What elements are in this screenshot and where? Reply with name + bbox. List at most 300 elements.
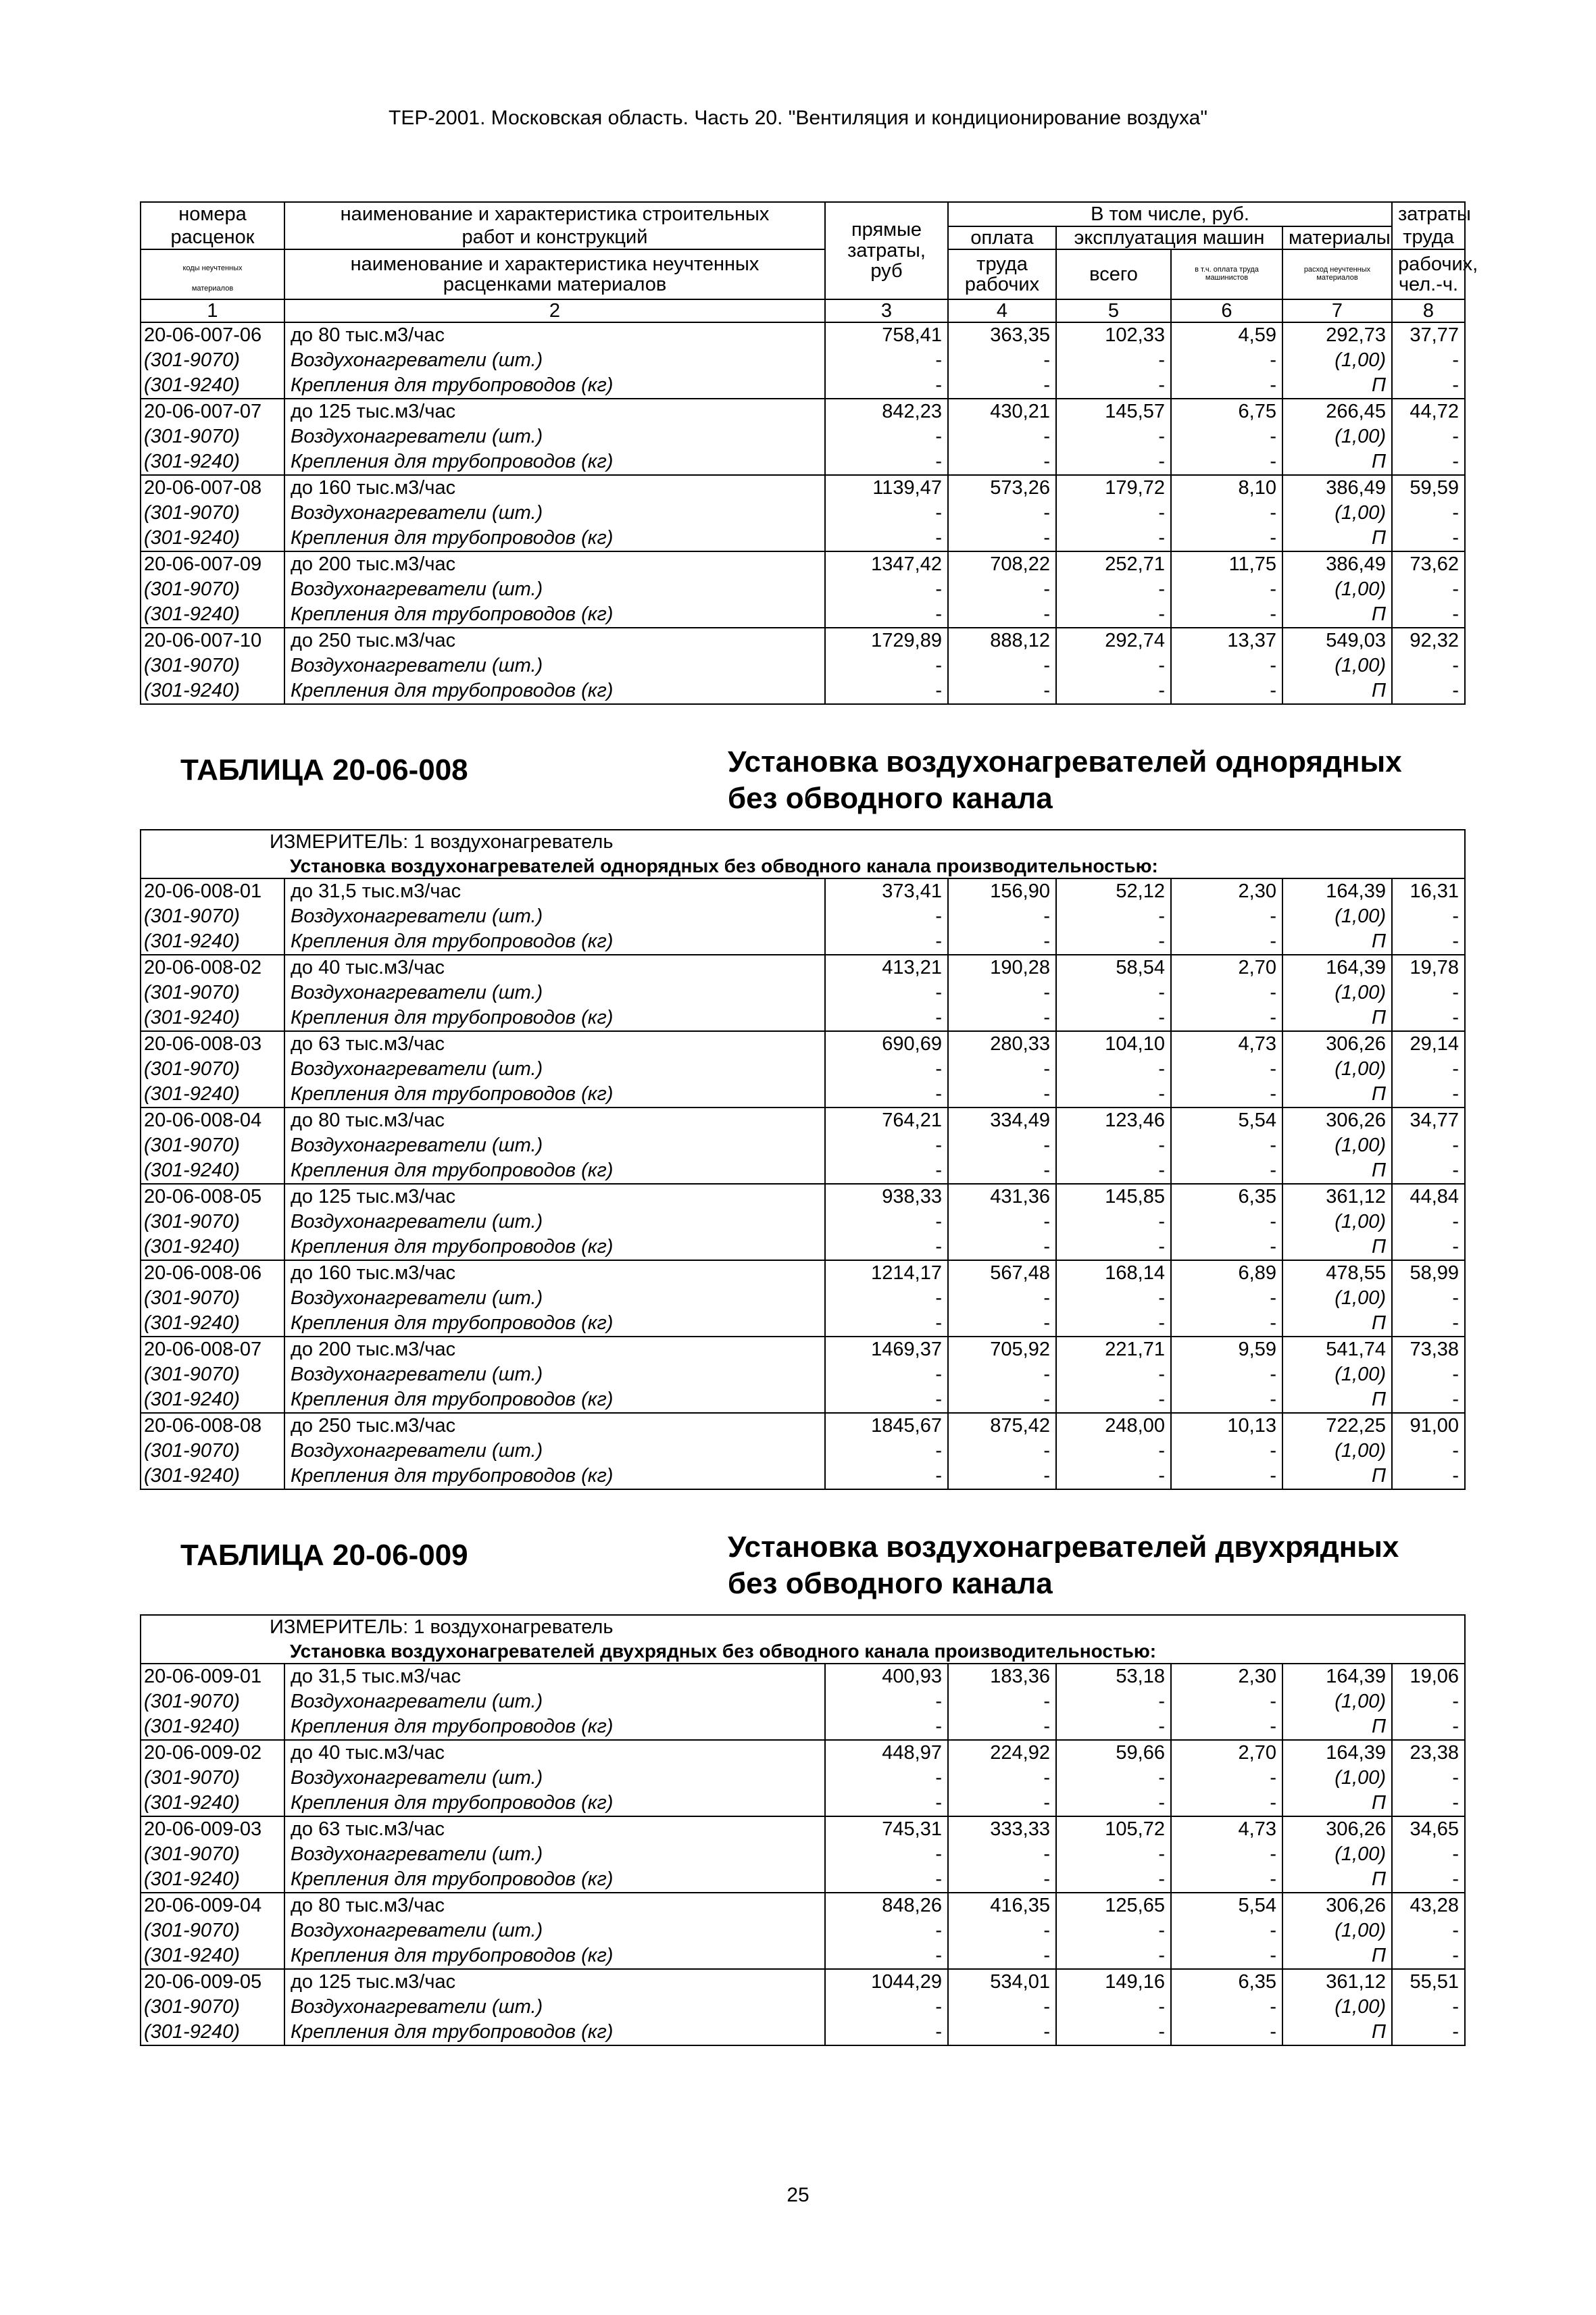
rate-code: 20-06-009-03	[144, 1818, 262, 1840]
machine-labor-cost: 2,30	[1171, 878, 1282, 904]
direct-cost: 745,31	[825, 1816, 948, 1842]
dash-cell: -	[1171, 1464, 1282, 1489]
dash-cell: -	[948, 1235, 1056, 1260]
table-row	[141, 1740, 1465, 1766]
material-qty: (1,00)	[1282, 1766, 1392, 1791]
material-row	[141, 1766, 1465, 1791]
direct-cost: 400,93	[825, 1664, 948, 1689]
material-code: (301-9240)	[144, 1868, 240, 1890]
dash-cell: -	[1056, 1057, 1171, 1082]
direct-cost: 690,69	[825, 1031, 948, 1057]
material-name: Воздухонагреватели (шт.)	[284, 1689, 825, 1714]
dash-cell: -	[1392, 678, 1465, 704]
material-row	[141, 678, 1465, 704]
column-number-row	[141, 299, 1465, 322]
machine-labor-cost: 2,30	[1171, 1664, 1282, 1689]
labor-hours: 19,06	[1392, 1664, 1465, 1689]
dash-cell: -	[1392, 653, 1465, 678]
rate-name: до 200 тыс.м3/час	[284, 1337, 825, 1362]
material-code: (301-9070)	[144, 982, 240, 1003]
material-name: Воздухонагреватели (шт.)	[284, 904, 825, 929]
material-row	[141, 373, 1465, 399]
labor-cost: 363,35	[948, 322, 1056, 348]
material-row	[141, 1918, 1465, 1943]
material-name: Крепления для трубопроводов (кг)	[284, 1235, 825, 1260]
dash-cell: -	[948, 602, 1056, 628]
dash-cell: -	[1056, 653, 1171, 678]
dash-cell: -	[1392, 980, 1465, 1005]
table-code: ТАБЛИЦА 20-06-009	[180, 1539, 468, 1572]
dash-cell: -	[825, 1235, 948, 1260]
machine-cost: 292,74	[1056, 628, 1171, 653]
dash-cell: -	[948, 2020, 1056, 2045]
rate-code: 20-06-008-08	[144, 1415, 262, 1437]
rate-name: до 160 тыс.м3/час	[284, 475, 825, 501]
dash-cell: -	[1392, 904, 1465, 929]
labor-cost: 567,48	[948, 1260, 1056, 1286]
material-name: Крепления для трубопроводов (кг)	[284, 373, 825, 399]
rate-code: 20-06-009-02	[144, 1742, 262, 1764]
material-qty: П	[1282, 1082, 1392, 1107]
dash-cell: -	[1056, 348, 1171, 373]
machine-cost: 179,72	[1056, 475, 1171, 501]
machine-labor-cost: 6,35	[1171, 1184, 1282, 1210]
dash-cell: -	[825, 1005, 948, 1031]
col-header-material-name: наименование и характеристика неучтенных расценками материалов	[284, 249, 825, 299]
materials-cost: 361,12	[1282, 1969, 1392, 1995]
labor-cost: 333,33	[948, 1816, 1056, 1842]
rate-code: 20-06-008-01	[144, 880, 262, 902]
dash-cell: -	[1056, 1235, 1171, 1260]
column-number: 1	[207, 299, 218, 322]
machine-cost: 145,85	[1056, 1184, 1171, 1210]
dash-cell: -	[1056, 1766, 1171, 1791]
material-code: (301-9240)	[144, 680, 240, 701]
dash-cell: -	[1392, 1210, 1465, 1235]
rate-code: 20-06-008-07	[144, 1339, 262, 1360]
dash-cell: -	[1171, 1210, 1282, 1235]
dash-cell: -	[1056, 424, 1171, 449]
material-code: (301-9240)	[144, 1236, 240, 1258]
materials-cost: 164,39	[1282, 1664, 1392, 1689]
labor-cost: 705,92	[948, 1337, 1056, 1362]
material-name: Воздухонагреватели (шт.)	[284, 1766, 825, 1791]
labor-hours: 73,62	[1392, 551, 1465, 577]
direct-cost: 373,41	[825, 878, 948, 904]
dash-cell: -	[948, 373, 1056, 399]
material-row	[141, 1133, 1465, 1158]
direct-cost: 448,97	[825, 1740, 948, 1766]
labor-hours: 16,31	[1392, 878, 1465, 904]
materials-cost: 292,73	[1282, 322, 1392, 348]
material-code: (301-9240)	[144, 1160, 240, 1181]
dash-cell: -	[825, 1689, 948, 1714]
materials-cost: 164,39	[1282, 1740, 1392, 1766]
material-qty: П	[1282, 1867, 1392, 1893]
direct-cost: 1729,89	[825, 628, 948, 653]
col-header-hours-1: затраты	[1392, 202, 1465, 226]
dash-cell: -	[1392, 577, 1465, 602]
dash-cell: -	[1392, 1439, 1465, 1464]
material-qty: П	[1282, 678, 1392, 704]
labor-cost: 280,33	[948, 1031, 1056, 1057]
col-header-total: всего	[1056, 249, 1171, 299]
material-row	[141, 1210, 1465, 1235]
material-code: (301-9070)	[144, 502, 240, 524]
dash-cell: -	[825, 1867, 948, 1893]
dash-cell: -	[1056, 1689, 1171, 1714]
rate-name: до 125 тыс.м3/час	[284, 1184, 825, 1210]
table-row	[141, 475, 1465, 501]
dash-cell: -	[1171, 653, 1282, 678]
rate-code: 20-06-008-02	[144, 957, 262, 978]
dash-cell: -	[1056, 980, 1171, 1005]
direct-cost: 1214,17	[825, 1260, 948, 1286]
dash-cell: -	[1392, 1005, 1465, 1031]
dash-cell: -	[825, 1133, 948, 1158]
rate-code: 20-06-007-06	[144, 324, 262, 346]
machine-labor-cost: 9,59	[1171, 1337, 1282, 1362]
dash-cell: -	[948, 1464, 1056, 1489]
dash-cell: -	[1171, 501, 1282, 526]
dash-cell: -	[825, 1286, 948, 1311]
table-title: Установка воздухонагревателей однорядных без обводного канала	[728, 745, 1402, 815]
dash-cell: -	[1171, 929, 1282, 955]
labor-hours: 92,32	[1392, 628, 1465, 653]
col-header-name: наименование и характеристика строительных	[284, 202, 825, 226]
material-qty: П	[1282, 1311, 1392, 1337]
dash-cell: -	[1056, 449, 1171, 475]
dash-cell: -	[1171, 1918, 1282, 1943]
material-row	[141, 1714, 1465, 1740]
material-code: (301-9240)	[144, 603, 240, 625]
dash-cell: -	[1056, 1464, 1171, 1489]
rate-code: 20-06-007-08	[144, 477, 262, 499]
material-code: (301-9240)	[144, 930, 240, 952]
dash-cell: -	[1171, 980, 1282, 1005]
machine-labor-cost: 5,54	[1171, 1107, 1282, 1133]
dash-cell: -	[1171, 1995, 1282, 2020]
dash-cell: -	[948, 501, 1056, 526]
dash-cell: -	[1171, 526, 1282, 551]
rates-table008	[140, 829, 1466, 1490]
dash-cell: -	[948, 577, 1056, 602]
material-name: Воздухонагреватели (шт.)	[284, 1918, 825, 1943]
dash-cell: -	[948, 653, 1056, 678]
material-name: Воздухонагреватели (шт.)	[284, 1133, 825, 1158]
material-row	[141, 1387, 1465, 1413]
dash-cell: -	[1056, 1714, 1171, 1740]
material-row	[141, 526, 1465, 551]
dash-cell: -	[1056, 501, 1171, 526]
rate-name: до 125 тыс.м3/час	[284, 399, 825, 424]
dash-cell: -	[948, 1918, 1056, 1943]
machine-cost: 125,65	[1056, 1893, 1171, 1918]
table-row	[141, 1184, 1465, 1210]
dash-cell: -	[1392, 1791, 1465, 1816]
dash-cell: -	[1171, 577, 1282, 602]
dash-cell: -	[825, 980, 948, 1005]
rate-name: до 125 тыс.м3/час	[284, 1969, 825, 1995]
materials-cost: 722,25	[1282, 1413, 1392, 1439]
machine-cost: 59,66	[1056, 1740, 1171, 1766]
dash-cell: -	[1056, 1158, 1171, 1184]
dash-cell: -	[1392, 1766, 1465, 1791]
col-header-machines: эксплуатация машин	[1056, 226, 1282, 249]
dash-cell: -	[948, 1057, 1056, 1082]
material-row	[141, 424, 1465, 449]
rate-name: до 160 тыс.м3/час	[284, 1260, 825, 1286]
materials-cost: 361,12	[1282, 1184, 1392, 1210]
dash-cell: -	[825, 653, 948, 678]
machine-labor-cost: 4,73	[1171, 1031, 1282, 1057]
material-row	[141, 2020, 1465, 2045]
rate-code: 20-06-008-06	[144, 1262, 262, 1284]
material-row	[141, 1082, 1465, 1107]
dash-cell: -	[1171, 1082, 1282, 1107]
material-code: (301-9070)	[144, 655, 240, 676]
dash-cell: -	[1171, 1766, 1282, 1791]
material-qty: П	[1282, 449, 1392, 475]
dash-cell: -	[1392, 1387, 1465, 1413]
column-number: 5	[1056, 299, 1171, 322]
condition-label: Установка воздухонагревателей двухрядных без обводного канала производительностью:	[290, 1640, 1157, 1662]
dash-cell: -	[1171, 1286, 1282, 1311]
page-number: 25	[787, 2184, 809, 2206]
dash-cell: -	[1392, 1464, 1465, 1489]
material-row	[141, 1311, 1465, 1337]
material-name: Крепления для трубопроводов (кг)	[284, 929, 825, 955]
labor-cost: 190,28	[948, 955, 1056, 980]
material-code: (301-9240)	[144, 2021, 240, 2043]
col-header-materials: материалы	[1282, 226, 1392, 249]
dash-cell: -	[825, 1714, 948, 1740]
dash-cell: -	[825, 373, 948, 399]
material-code: (301-9070)	[144, 905, 240, 927]
material-code: (301-9070)	[144, 1996, 240, 2018]
material-qty: П	[1282, 2020, 1392, 2045]
col-header-group: В том числе, руб.	[948, 202, 1392, 226]
dash-cell: -	[825, 1311, 948, 1337]
material-qty: (1,00)	[1282, 1210, 1392, 1235]
table-row	[141, 1664, 1465, 1689]
material-row	[141, 1362, 1465, 1387]
material-name: Крепления для трубопроводов (кг)	[284, 2020, 825, 2045]
labor-hours: 34,77	[1392, 1107, 1465, 1133]
rate-name: до 250 тыс.м3/час	[284, 1413, 825, 1439]
material-qty: П	[1282, 602, 1392, 628]
material-name: Крепления для трубопроводов (кг)	[284, 449, 825, 475]
machine-cost: 221,71	[1056, 1337, 1171, 1362]
labor-cost: 430,21	[948, 399, 1056, 424]
material-name: Воздухонагреватели (шт.)	[284, 1842, 825, 1867]
material-code: (301-9240)	[144, 1389, 240, 1410]
column-number: 4	[948, 299, 1056, 322]
material-code: (301-9070)	[144, 578, 240, 600]
col-header-labor: труда рабочих	[948, 249, 1056, 299]
labor-hours: 43,28	[1392, 1893, 1465, 1918]
dash-cell: -	[948, 980, 1056, 1005]
material-name: Воздухонагреватели (шт.)	[284, 1439, 825, 1464]
material-qty: П	[1282, 1791, 1392, 1816]
materials-cost: 306,26	[1282, 1816, 1392, 1842]
material-code: (301-9240)	[144, 1312, 240, 1334]
dash-cell: -	[1056, 1133, 1171, 1158]
labor-hours: 29,14	[1392, 1031, 1465, 1057]
table-row	[141, 322, 1465, 348]
material-qty: (1,00)	[1282, 348, 1392, 373]
table-row	[141, 1969, 1465, 1995]
direct-cost: 413,21	[825, 955, 948, 980]
labor-hours: 44,84	[1392, 1184, 1465, 1210]
materials-cost: 549,03	[1282, 628, 1392, 653]
material-code: (301-9070)	[144, 1364, 240, 1385]
dash-cell: -	[1171, 678, 1282, 704]
dash-cell: -	[1056, 1082, 1171, 1107]
material-qty: (1,00)	[1282, 577, 1392, 602]
materials-cost: 164,39	[1282, 955, 1392, 980]
material-code: (301-9240)	[144, 374, 240, 396]
dash-cell: -	[1056, 1286, 1171, 1311]
machine-cost: 149,16	[1056, 1969, 1171, 1995]
dash-cell: -	[948, 1791, 1056, 1816]
dash-cell: -	[948, 929, 1056, 955]
labor-cost: 888,12	[948, 628, 1056, 653]
dash-cell: -	[825, 1439, 948, 1464]
dash-cell: -	[948, 1689, 1056, 1714]
labor-cost: 416,35	[948, 1893, 1056, 1918]
dash-cell: -	[825, 678, 948, 704]
material-qty: (1,00)	[1282, 1689, 1392, 1714]
rate-name: до 80 тыс.м3/час	[284, 1893, 825, 1918]
rate-name: до 80 тыс.м3/час	[284, 322, 825, 348]
col-header-hours: рабочих, чел.-ч.	[1392, 249, 1465, 299]
material-row	[141, 653, 1465, 678]
machine-cost: 123,46	[1056, 1107, 1171, 1133]
material-row	[141, 348, 1465, 373]
material-code: (301-9240)	[144, 1716, 240, 1737]
material-name: Крепления для трубопроводов (кг)	[284, 1714, 825, 1740]
dash-cell: -	[1392, 1867, 1465, 1893]
material-name: Крепления для трубопроводов (кг)	[284, 526, 825, 551]
dash-cell: -	[1056, 1791, 1171, 1816]
dash-cell: -	[1392, 1995, 1465, 2020]
direct-cost: 842,23	[825, 399, 948, 424]
col-header-machine-labor: в т.ч. оплата труда машинистов	[1171, 249, 1282, 299]
meter-label: ИЗМЕРИТЕЛЬ: 1 воздухонагреватель	[270, 831, 614, 853]
labor-cost: 573,26	[948, 475, 1056, 501]
dash-cell: -	[1171, 1057, 1282, 1082]
machine-labor-cost: 4,59	[1171, 322, 1282, 348]
material-qty: (1,00)	[1282, 424, 1392, 449]
dash-cell: -	[1171, 449, 1282, 475]
dash-cell: -	[825, 1082, 948, 1107]
dash-cell: -	[948, 449, 1056, 475]
labor-cost: 708,22	[948, 551, 1056, 577]
dash-cell: -	[825, 577, 948, 602]
dash-cell: -	[825, 1057, 948, 1082]
dash-cell: -	[1056, 1943, 1171, 1969]
machine-cost: 102,33	[1056, 322, 1171, 348]
labor-cost: 183,36	[948, 1664, 1056, 1689]
column-number: 6	[1171, 299, 1282, 322]
material-row	[141, 449, 1465, 475]
dash-cell: -	[1056, 929, 1171, 955]
col-header-labor-1: оплата	[948, 226, 1056, 249]
meter-label: ИЗМЕРИТЕЛЬ: 1 воздухонагреватель	[270, 1616, 614, 1638]
labor-hours: 37,77	[1392, 322, 1465, 348]
material-row	[141, 1057, 1465, 1082]
dash-cell: -	[1171, 1235, 1282, 1260]
col-header-codes-2: расценок	[170, 226, 255, 249]
material-qty: (1,00)	[1282, 1286, 1392, 1311]
dash-cell: -	[1392, 1714, 1465, 1740]
dash-cell: -	[1171, 348, 1282, 373]
labor-hours: 59,59	[1392, 475, 1465, 501]
table-code: ТАБЛИЦА 20-06-008	[180, 753, 468, 787]
dash-cell: -	[825, 526, 948, 551]
dash-cell: -	[948, 1439, 1056, 1464]
material-code: (301-9070)	[144, 1058, 240, 1080]
material-qty: (1,00)	[1282, 1057, 1392, 1082]
material-name: Крепления для трубопроводов (кг)	[284, 678, 825, 704]
dash-cell: -	[1056, 678, 1171, 704]
dash-cell: -	[825, 1210, 948, 1235]
direct-cost: 1044,29	[825, 1969, 948, 1995]
dash-cell: -	[1171, 904, 1282, 929]
labor-hours: 58,99	[1392, 1260, 1465, 1286]
material-name: Воздухонагреватели (шт.)	[284, 348, 825, 373]
material-name: Воздухонагреватели (шт.)	[284, 501, 825, 526]
rate-name: до 63 тыс.м3/час	[284, 1031, 825, 1057]
dash-cell: -	[1056, 904, 1171, 929]
dash-cell: -	[1392, 1842, 1465, 1867]
material-qty: (1,00)	[1282, 1842, 1392, 1867]
material-row	[141, 602, 1465, 628]
material-name: Крепления для трубопроводов (кг)	[284, 1158, 825, 1184]
machine-cost: 145,57	[1056, 399, 1171, 424]
dash-cell: -	[1056, 1842, 1171, 1867]
dash-cell: -	[825, 1766, 948, 1791]
dash-cell: -	[1056, 1311, 1171, 1337]
table-row	[141, 1107, 1465, 1133]
rate-code: 20-06-008-03	[144, 1033, 262, 1055]
dash-cell: -	[825, 2020, 948, 2045]
material-code: (301-9070)	[144, 1691, 240, 1712]
material-qty: (1,00)	[1282, 1918, 1392, 1943]
dash-cell: -	[1171, 424, 1282, 449]
table-title: Установка воздухонагревателей двухрядных без обводного канала	[728, 1530, 1399, 1600]
dash-cell: -	[1392, 1235, 1465, 1260]
rate-code: 20-06-007-09	[144, 553, 262, 575]
dash-cell: -	[1171, 2020, 1282, 2045]
dash-cell: -	[1171, 1791, 1282, 1816]
machine-labor-cost: 13,37	[1171, 628, 1282, 653]
material-row	[141, 1158, 1465, 1184]
dash-cell: -	[825, 904, 948, 929]
table-row	[141, 1816, 1465, 1842]
material-name: Воздухонагреватели (шт.)	[284, 1995, 825, 2020]
dash-cell: -	[1056, 526, 1171, 551]
dash-cell: -	[825, 602, 948, 628]
material-name: Крепления для трубопроводов (кг)	[284, 1791, 825, 1816]
rate-name: до 31,5 тыс.м3/час	[284, 878, 825, 904]
material-row	[141, 1842, 1465, 1867]
machine-cost: 53,18	[1056, 1664, 1171, 1689]
machine-cost: 252,71	[1056, 551, 1171, 577]
machine-labor-cost: 6,35	[1171, 1969, 1282, 1995]
material-qty: (1,00)	[1282, 904, 1392, 929]
